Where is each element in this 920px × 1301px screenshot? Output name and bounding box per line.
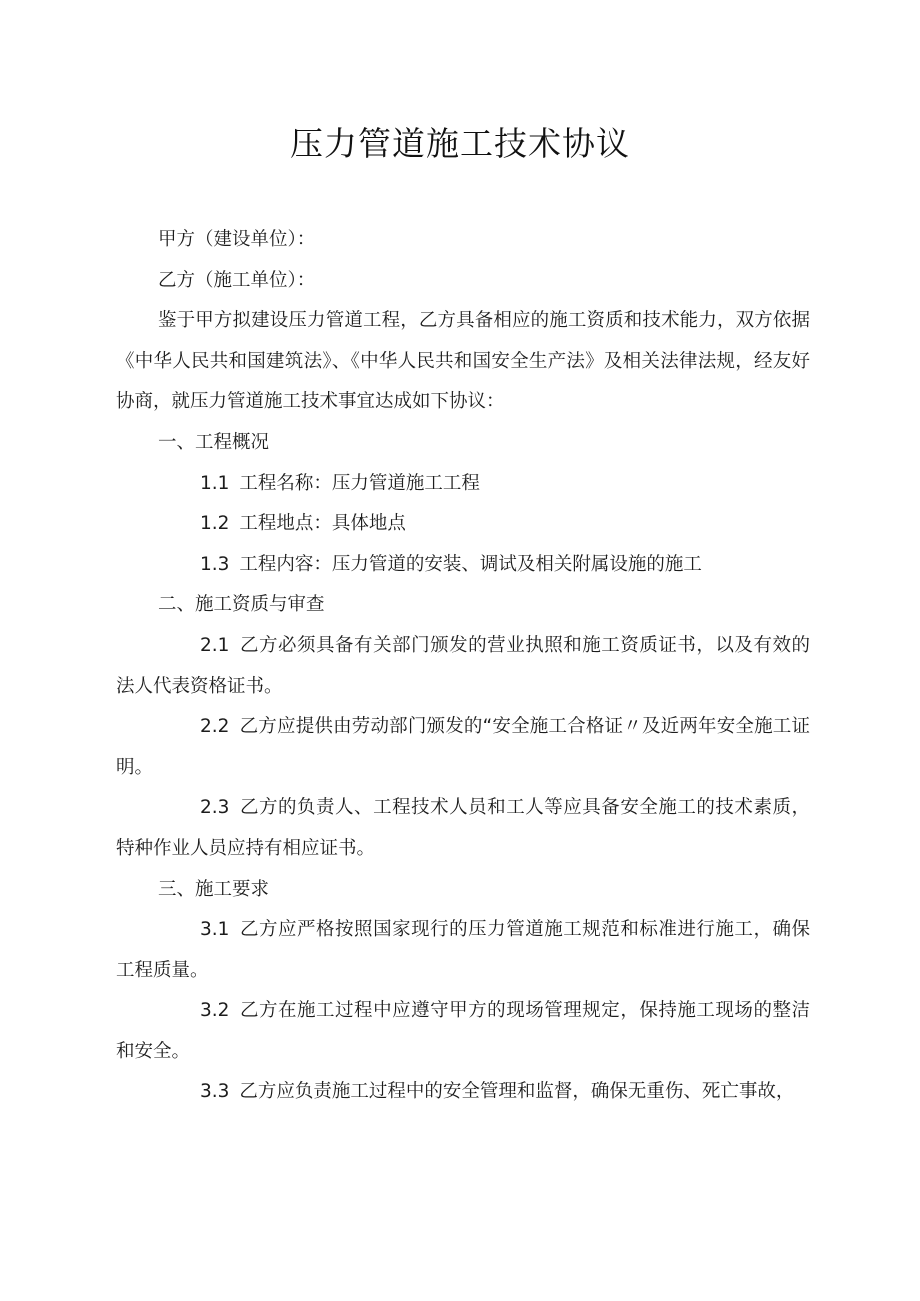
clause-number: 2.3 bbox=[200, 797, 230, 819]
clause-number: 2.1 bbox=[200, 634, 230, 656]
clause-number: 1.1 bbox=[200, 472, 230, 494]
clause bbox=[116, 504, 810, 545]
clause-text: 乙方应提供由劳动部门颁发的“安全施工合格证〃及近两年安全施工证明。 bbox=[116, 716, 810, 778]
clause-number: 1.2 bbox=[200, 513, 230, 535]
clause-number: 3.1 bbox=[200, 919, 230, 941]
clause bbox=[116, 626, 810, 707]
party-b-line: 乙方（施工单位）： bbox=[158, 269, 316, 291]
clause bbox=[116, 545, 810, 586]
clause-text: 工程名称：压力管道施工工程 bbox=[239, 472, 480, 494]
clause-number: 3.2 bbox=[200, 1000, 230, 1022]
document-body bbox=[116, 220, 810, 1113]
preamble-paragraph: 鉴于甲方拟建设压力管道工程，乙方具备相应的施工资质和技术能力，双方依据《中华人民共和国建筑法》、《中华人民共和国安全生产法》及相关法律法规，经友好协商，就压力管道施工技术事宜达成如下协议： bbox=[116, 310, 810, 413]
clause bbox=[116, 707, 810, 788]
section-heading: 二、施工资质与审查 bbox=[158, 594, 325, 616]
clause-text: 工程地点：具体地点 bbox=[239, 513, 406, 535]
clause bbox=[116, 910, 810, 991]
clause-text: 乙方应负责施工过程中的安全管理和监督，确保无重伤、死亡事故， bbox=[239, 1081, 795, 1103]
document-title: 压力管道施工技术协议 bbox=[290, 124, 630, 163]
clause bbox=[116, 1072, 810, 1113]
section-heading: 三、施工要求 bbox=[158, 878, 270, 900]
clause-text: 乙方在施工过程中应遵守甲方的现场管理规定，保持施工现场的整洁和安全。 bbox=[116, 1000, 810, 1062]
clause bbox=[116, 991, 810, 1072]
party-a-line: 甲方（建设单位）： bbox=[158, 229, 316, 250]
clause-number: 1.3 bbox=[200, 553, 230, 575]
clause bbox=[116, 788, 810, 869]
clause-text: 乙方应严格按照国家现行的压力管道施工规范和标准进行施工，确保工程质量。 bbox=[116, 919, 810, 981]
clause-number: 2.2 bbox=[200, 716, 230, 738]
clause-text: 乙方的负责人、工程技术人员和工人等应具备安全施工的技术素质，特种作业人员应持有相应证书。 bbox=[116, 797, 810, 859]
clause-text: 乙方必须具备有关部门颁发的营业执照和施工资质证书，以及有效的法人代表资格证书。 bbox=[116, 634, 810, 697]
section-heading: 一、工程概况 bbox=[158, 431, 270, 453]
clause-text: 工程内容：压力管道的安装、调试及相关附属设施的施工 bbox=[239, 553, 702, 575]
clause bbox=[116, 464, 810, 505]
clause-number: 3.3 bbox=[200, 1081, 230, 1103]
